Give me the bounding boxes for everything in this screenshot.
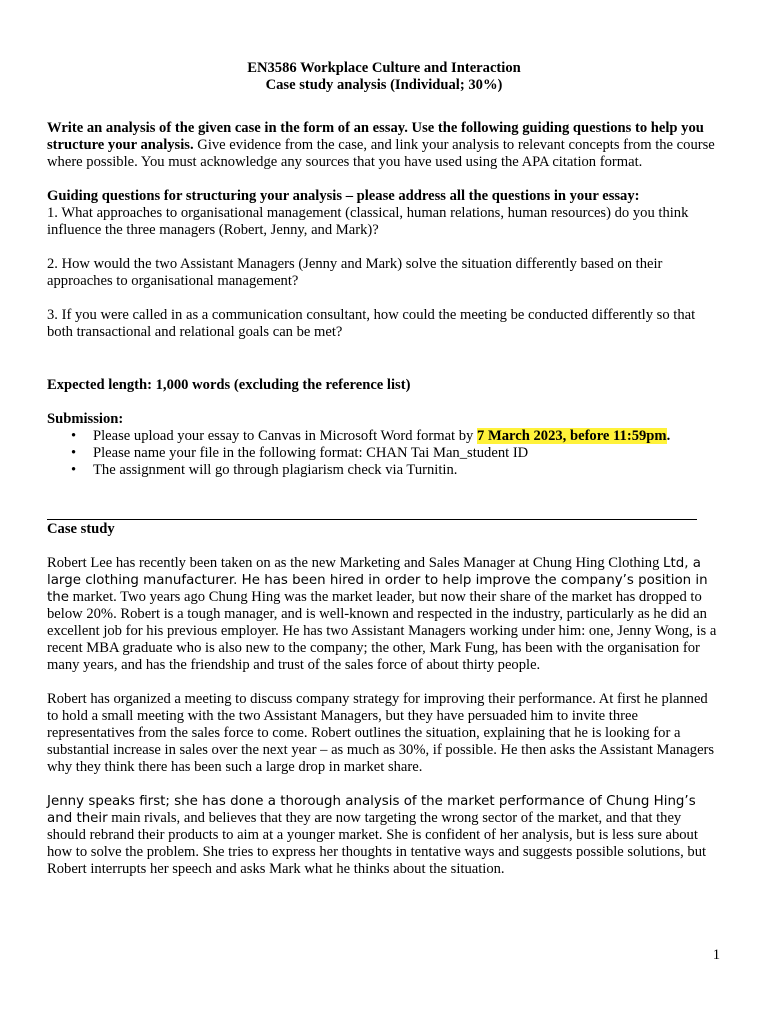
case-paragraph-1: Robert Lee has recently been taken on as the new Marketing and Sales Manager at Chung Hing Clothing Ltd, a large clothing manufacturer. He has been hired in order to help improve the company’s position in the market. Two years ago Chung Hing was the market leader, but now their share of the market has dropped to below 20%. Robert is a tough manager, and is well-known and respected in the industry, particularly as he did an excellent job for his previous employer. He has two Assistant Managers working under him: one, Jenny Wong, is a recent MBA graduate who is also new to the company; the other, Mark Fung, has been with the organisation for many years, and has the friendship and trust of the sales force of about thirty people.	[47, 555, 717, 673]
guiding-heading: Guiding questions for structuring your analysis – please address all the questions in your essay:	[47, 188, 640, 204]
submission-list	[47, 428, 721, 479]
intro-rest: Give evidence from the case, and link your analysis to relevant concepts from the course where possible. You must acknowledge any sources that you have used using the APA citation format.	[47, 137, 715, 170]
intro-bold: Write an analysis of the given case in the form of an essay. Use the following guiding questions to help you structure your analysis.	[47, 120, 704, 153]
deadline-highlight: 7 March 2023, before 11:59pm	[477, 428, 667, 444]
case-paragraph-2: Robert has organized a meeting to discuss company strategy for improving their performance. At first he planned to hold a small meeting with the two Assistant Managers, but they have persuaded him to invite three representatives from the sales force to come. Robert outlines the situation, explaining that he is looking for a substantial increase in sales over the next year – as much as 30%, if possible. He then asks the Assistant Managers why they think there has been such a large drop in market share.	[47, 691, 715, 775]
page-number: 1	[712, 947, 720, 963]
assignment-title: Case study analysis (Individual; 30%)	[265, 77, 503, 93]
question-3: 3. If you were called in as a communication consultant, how could the meeting be conducted differently so that both transactional and relational goals can be met?	[47, 307, 696, 340]
submission-heading: Submission:	[47, 411, 124, 427]
section-divider	[47, 519, 697, 520]
intro-paragraph	[47, 120, 721, 171]
question-2: 2. How would the two Assistant Managers (Jenny and Mark) solve the situation differently based on their approaches to organisational management?	[47, 256, 663, 289]
question-1: 1. What approaches to organisational management (classical, human relations, human resources) do you think influence the three managers (Robert, Jenny, and Mark)?	[47, 205, 689, 238]
course-title: EN3586 Workplace Culture and Interaction	[247, 60, 521, 76]
document-page	[47, 60, 721, 878]
expected-length: Expected length: 1,000 words (excluding the reference list)	[47, 377, 411, 393]
submission-item-filename: • Please name your file in the following format: CHAN Tai Man_student ID	[47, 445, 721, 462]
submission-item-upload: • Please upload your essay to Canvas in Microsoft Word format by 7 March 2023, before 11:59pm.	[47, 428, 721, 445]
case-study-heading: Case study	[47, 521, 115, 537]
submission-item-plagiarism: • The assignment will go through plagiarism check via Turnitin.	[47, 462, 721, 479]
case-paragraph-3: Jenny speaks first; she has done a thorough analysis of the market performance of Chung Hing’s and their main rivals, and believes that they are now targeting the wrong sector of the market, and that they should rebrand their products to aim at a younger market. She is confident of her analysis, but is less sure about how to solve the problem. She tries to express her thoughts in tentative ways and suggests possible solutions, but Robert interrupts her speech and asks Mark what he thinks about the situation.	[47, 794, 707, 877]
